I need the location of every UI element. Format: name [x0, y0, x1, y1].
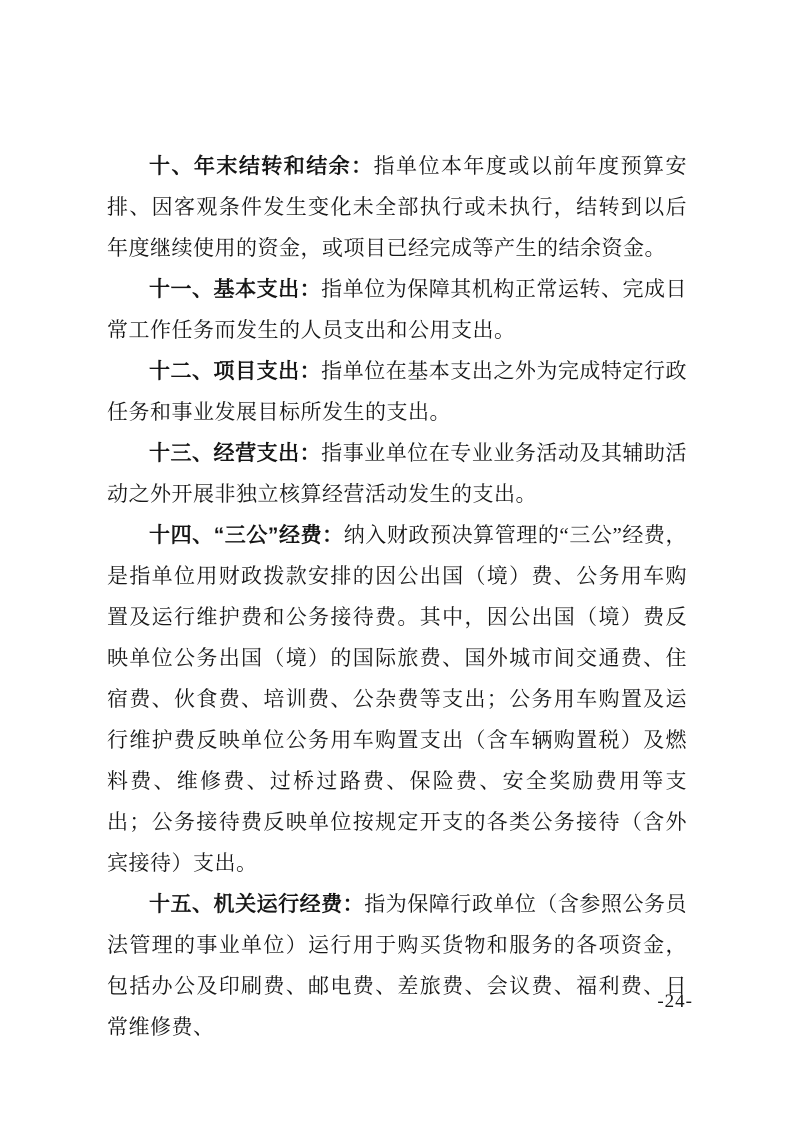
definition-paragraph-11 [107, 269, 687, 351]
term-label-13: 十三、经营支出： [149, 442, 322, 465]
definition-text-11: 指单位为保障其机构正常运转、完成日常工作任务而发生的人员支出和公用支出。 [107, 277, 688, 342]
definition-paragraph-15 [107, 884, 687, 1048]
definition-paragraph-10 [107, 146, 687, 269]
page-number: -24- [657, 991, 693, 1012]
definition-paragraph-12 [107, 351, 687, 433]
document-body [107, 146, 687, 1048]
definition-text-12: 指单位在基本支出之外为完成特定行政任务和事业发展目标所发生的支出。 [107, 359, 688, 424]
definition-text-14: 纳入财政预决算管理的“三公”经费，是指单位用财政拨款安排的因公出国（境）费、公务用车购置及运行维护费和公务接待费。其中，因公出国（境）费反映单位公务出国（境）的国际旅费、国外城市间交通费、住宿费、伙食费、培训费、公杂费等支出；公务用车购置及运行维护费反映单位公务用车购置支出（含车辆购置税）及燃料费、维修费、过桥过路费、保险费、安全奖励费用等支出；公务接待费反映单位按规定开支的各类公务接待（含外宾接待）支出。 [107, 523, 688, 875]
term-label-10: 十、年末结转和结余： [149, 155, 374, 178]
definition-paragraph-13 [107, 433, 687, 515]
term-label-11: 十一、基本支出： [149, 278, 322, 301]
definition-text-13: 指事业单位在专业业务活动及其辅助活动之外开展非独立核算经营活动发生的支出。 [107, 441, 688, 506]
definition-paragraph-14 [107, 515, 687, 884]
term-label-14: 十四、“三公”经费： [149, 524, 344, 547]
definition-text-15: 指为保障行政单位（含参照公务员法管理的事业单位）运行用于购买货物和服务的各项资金，包括办公及印刷费、邮电费、差旅费、会议费、福利费、日常维修费、 [107, 892, 688, 1039]
term-label-12: 十二、项目支出： [149, 360, 322, 383]
term-label-15: 十五、机关运行经费： [149, 893, 365, 916]
definition-text-10: 指单位本年度或以前年度预算安排、因客观条件发生变化未全部执行或未执行，结转到以后年度继续使用的资金，或项目已经完成等产生的结余资金。 [107, 154, 688, 260]
